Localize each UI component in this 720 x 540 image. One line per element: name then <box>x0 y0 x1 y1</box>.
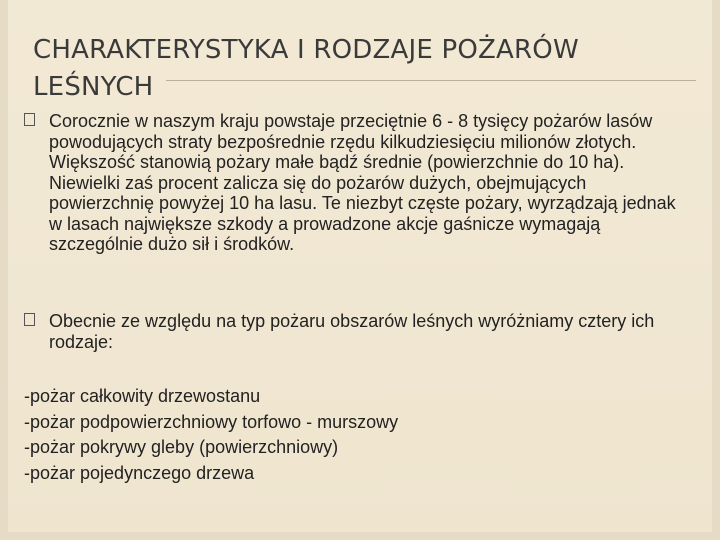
square-bullet-icon <box>24 313 35 326</box>
bullet-item <box>24 311 684 352</box>
slide-title: CHARAKTERYSTYKA I RODZAJE POŻARÓW LEŚNYCH <box>33 35 579 102</box>
slide-border-bottom <box>0 532 720 540</box>
list-item: -pożar pojedynczego drzewa <box>24 462 255 483</box>
slide-border-left <box>0 0 8 540</box>
bullet-text: Corocznie w naszym kraju powstaje przeciętnie 6 - 8 tysięcy pożarów lasów powodujących straty bezpośrednie rzędu kilkudziesięciu milionów złotych. Większość stanowią pożary małe bądź średnie (powierzchnie do 10 ha). Niewielki zaś procent zalicza się do pożarów dużych, obejmujących powierzchnię powyżej 10 ha lasu. Te niezbyt częste pożary, wyrządzają jednak w lasach największe szkody a prowadzone akcje gaśnicze wymagają szczególnie dużo sił i środków. <box>49 111 676 254</box>
slide-border-right <box>712 0 720 540</box>
square-bullet-icon <box>24 113 35 126</box>
list-item: -pożar całkowity drzewostanu <box>24 386 261 406</box>
list-item: -pożar pokrywy gleby (powierzchniowy) <box>24 437 339 457</box>
bullet-text: Obecnie ze względu na typ pożaru obszarów leśnych wyróżniamy cztery ich rodzaje: <box>49 311 655 352</box>
bullet-item <box>24 111 684 255</box>
list-item: -pożar podpowierzchniowy torfowo - murszowy <box>24 411 399 432</box>
fire-types-list <box>24 384 684 486</box>
title-underline <box>166 80 696 81</box>
